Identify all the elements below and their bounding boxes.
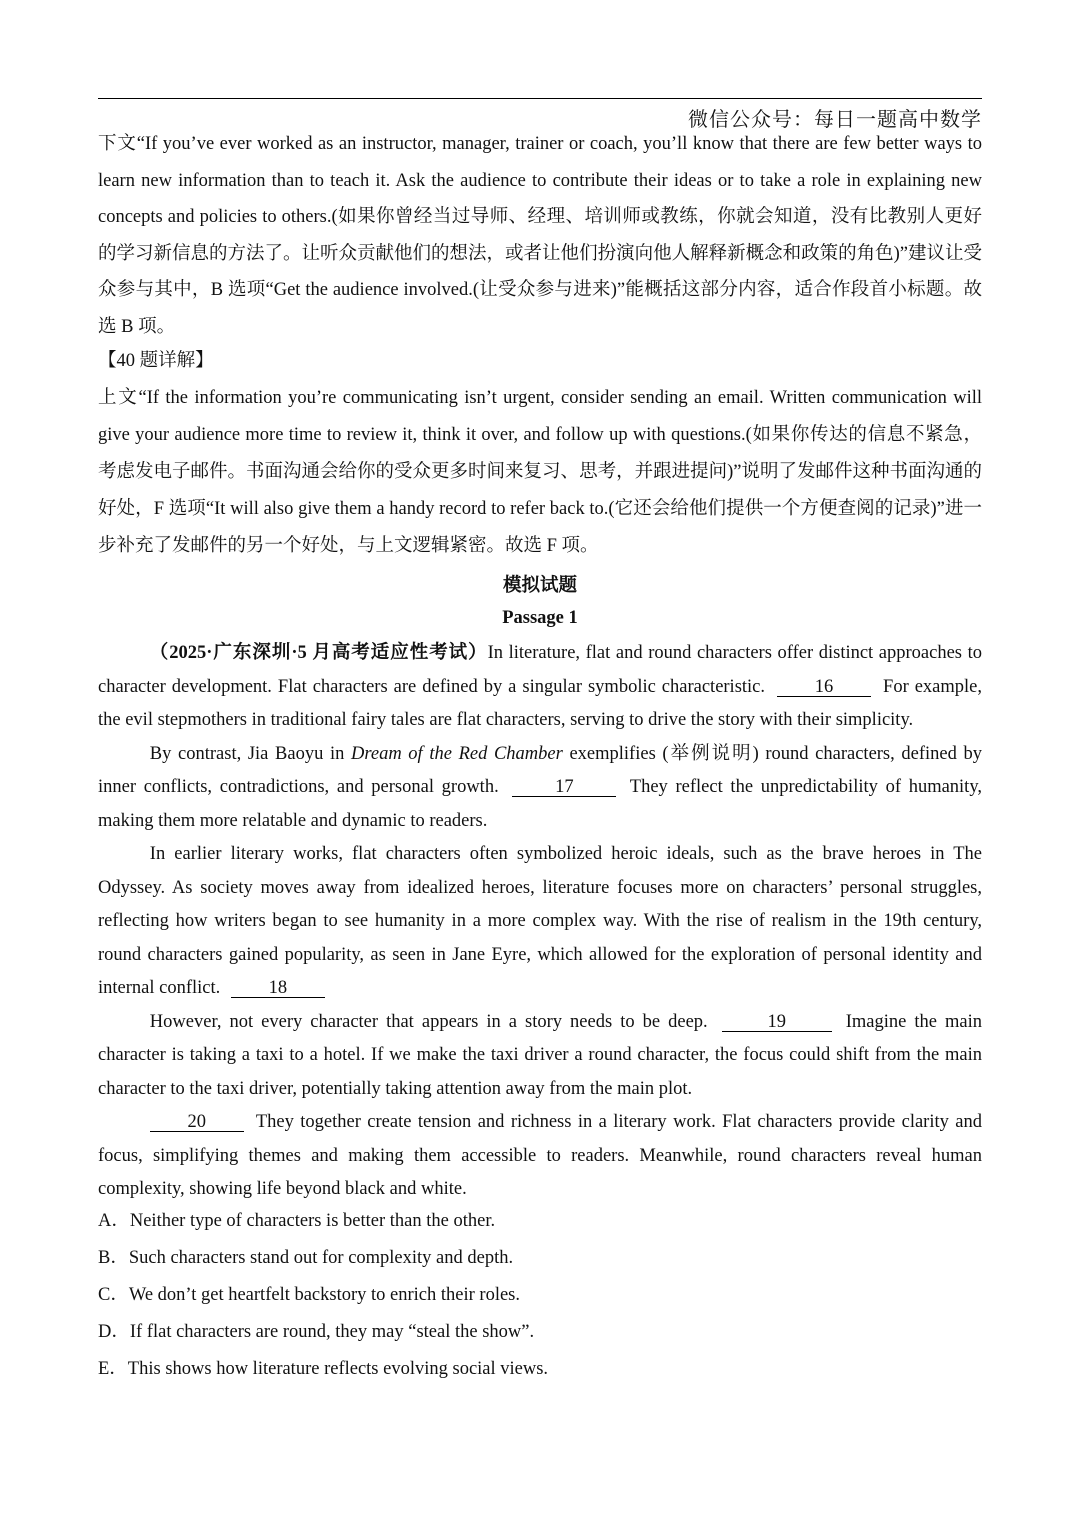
option-e: E．This shows how literature reflects evolving social views. — [98, 1359, 549, 1379]
p4-text-b: Imagine the main character is taking a taxi to a hotel. If we make the taxi driver a round character, the focus could shift from the main character to the taxi driver, potentially taking attention away from the main plot. — [98, 1011, 982, 1099]
q40-explanation — [98, 343, 982, 565]
p2-text-a: By contrast, Jia Baoyu in — [149, 743, 351, 764]
q40-heading: 【40 题详解】 — [98, 351, 214, 371]
paragraph-4 — [98, 1006, 982, 1107]
p2-text-b: exemplifies (举例说明) round characters, defined by inner conflicts, contradictions, and personal growth. — [98, 743, 982, 797]
blank-17: 17 — [512, 778, 616, 797]
passage-body — [98, 637, 982, 1207]
blank-19: 19 — [722, 1013, 832, 1032]
paragraph-3 — [98, 838, 982, 1006]
q39-explanation-text: 下文“If you’ve ever worked as an instructor, manager, trainer or coach, you’ll know that there are few better ways to learn new information than to teach it. Ask the audience to contribute their ideas or to take a role in explaining new concepts and policies to others.(如果你曾经当过导师、经理、培训师或教练，你就会知道，没有比教别人更好的学习新信息的方法了。让听众贡献他们的想法，或者让他们扮演向他人解释新概念和政策的角色)”建议让受众参与其中，B 选项“Get the audience involved.(让受众参与进来)”能概括这部分内容，适合作段首小标题。故选 B 项。 — [98, 134, 982, 337]
blank-18: 18 — [231, 979, 325, 998]
p2-text-c: They reflect the unpredictability of humanity, making them more relatable and dynamic to readers. — [98, 777, 982, 831]
p4-text-a: However, not every character that appears in a story needs to be deep. — [149, 1011, 708, 1032]
p1-text-b: For example, the evil stepmothers in traditional fairy tales are flat characters, serving to drive the story with their simplicity. — [98, 676, 983, 730]
book-title: Dream of the Red Chamber — [350, 743, 563, 764]
option-b: B．Such characters stand out for complexity and depth. — [98, 1248, 514, 1268]
passage-title: Passage 1 — [502, 608, 578, 628]
q39-explanation — [98, 126, 982, 345]
options-list — [98, 1203, 982, 1388]
p1-text-a: In literature, flat and round characters offer distinct approaches to character development. Flat characters are defined by a singular symbolic characteristic. — [98, 643, 982, 697]
p5-text: They together create tension and richness in a literary work. Flat characters provide clarity and focus, simplifying themes and making them accessible to readers. Meanwhile, round characters reveal human complexity, showing life beyond black and white. — [98, 1112, 982, 1199]
q40-explanation-text: 上文“If the information you’re communicating isn’t urgent, consider sending an email. Written communication will give your audience more time to review it, think it over, and follow up with questions.(如果你传达的信息不紧急，考虑发电子邮件。书面沟通会给你的受众更多时间来复习、思考，并跟进提问)”说明了发邮件这种书面沟通的好处，F 选项“It will also give them a handy record to refer back to.(它还会给他们提供一个方便查阅的记录)”进一步补充了发邮件的另一个好处，与上文逻辑紧密。故选 F 项。 — [98, 388, 982, 556]
blank-20: 20 — [150, 1113, 244, 1132]
option-c: C．We don’t get heartfelt backstory to enrich their roles. — [98, 1285, 520, 1305]
passage-source: （2025·广东深圳·5 月高考适应性考试） — [149, 643, 488, 663]
paragraph-1 — [98, 637, 982, 738]
option-d: D．If flat characters are round, they may “steal the show”. — [98, 1322, 535, 1342]
header-watermark: 微信公众号：每日一题高中数学 — [688, 107, 982, 131]
option-a: A．Neither type of characters is better than the other. — [98, 1211, 496, 1231]
header-rule — [98, 98, 982, 99]
blank-16: 16 — [777, 678, 871, 697]
p3-text: In earlier literary works, flat characters often symbolized heroic ideals, such as the brave heroes in The Odyssey. As society moves away from idealized heroes, literature focuses more on characters’ personal struggles, reflecting how writers began to see humanity in a more complex way. With the rise of realism in the 19th century, round characters gained popularity, as seen in Jane Eyre, which allowed for the exploration of personal identity and internal conflict. — [98, 844, 982, 998]
section-title: 模拟试题 — [502, 576, 577, 596]
paragraph-5 — [98, 1106, 982, 1207]
paragraph-2 — [98, 738, 982, 839]
